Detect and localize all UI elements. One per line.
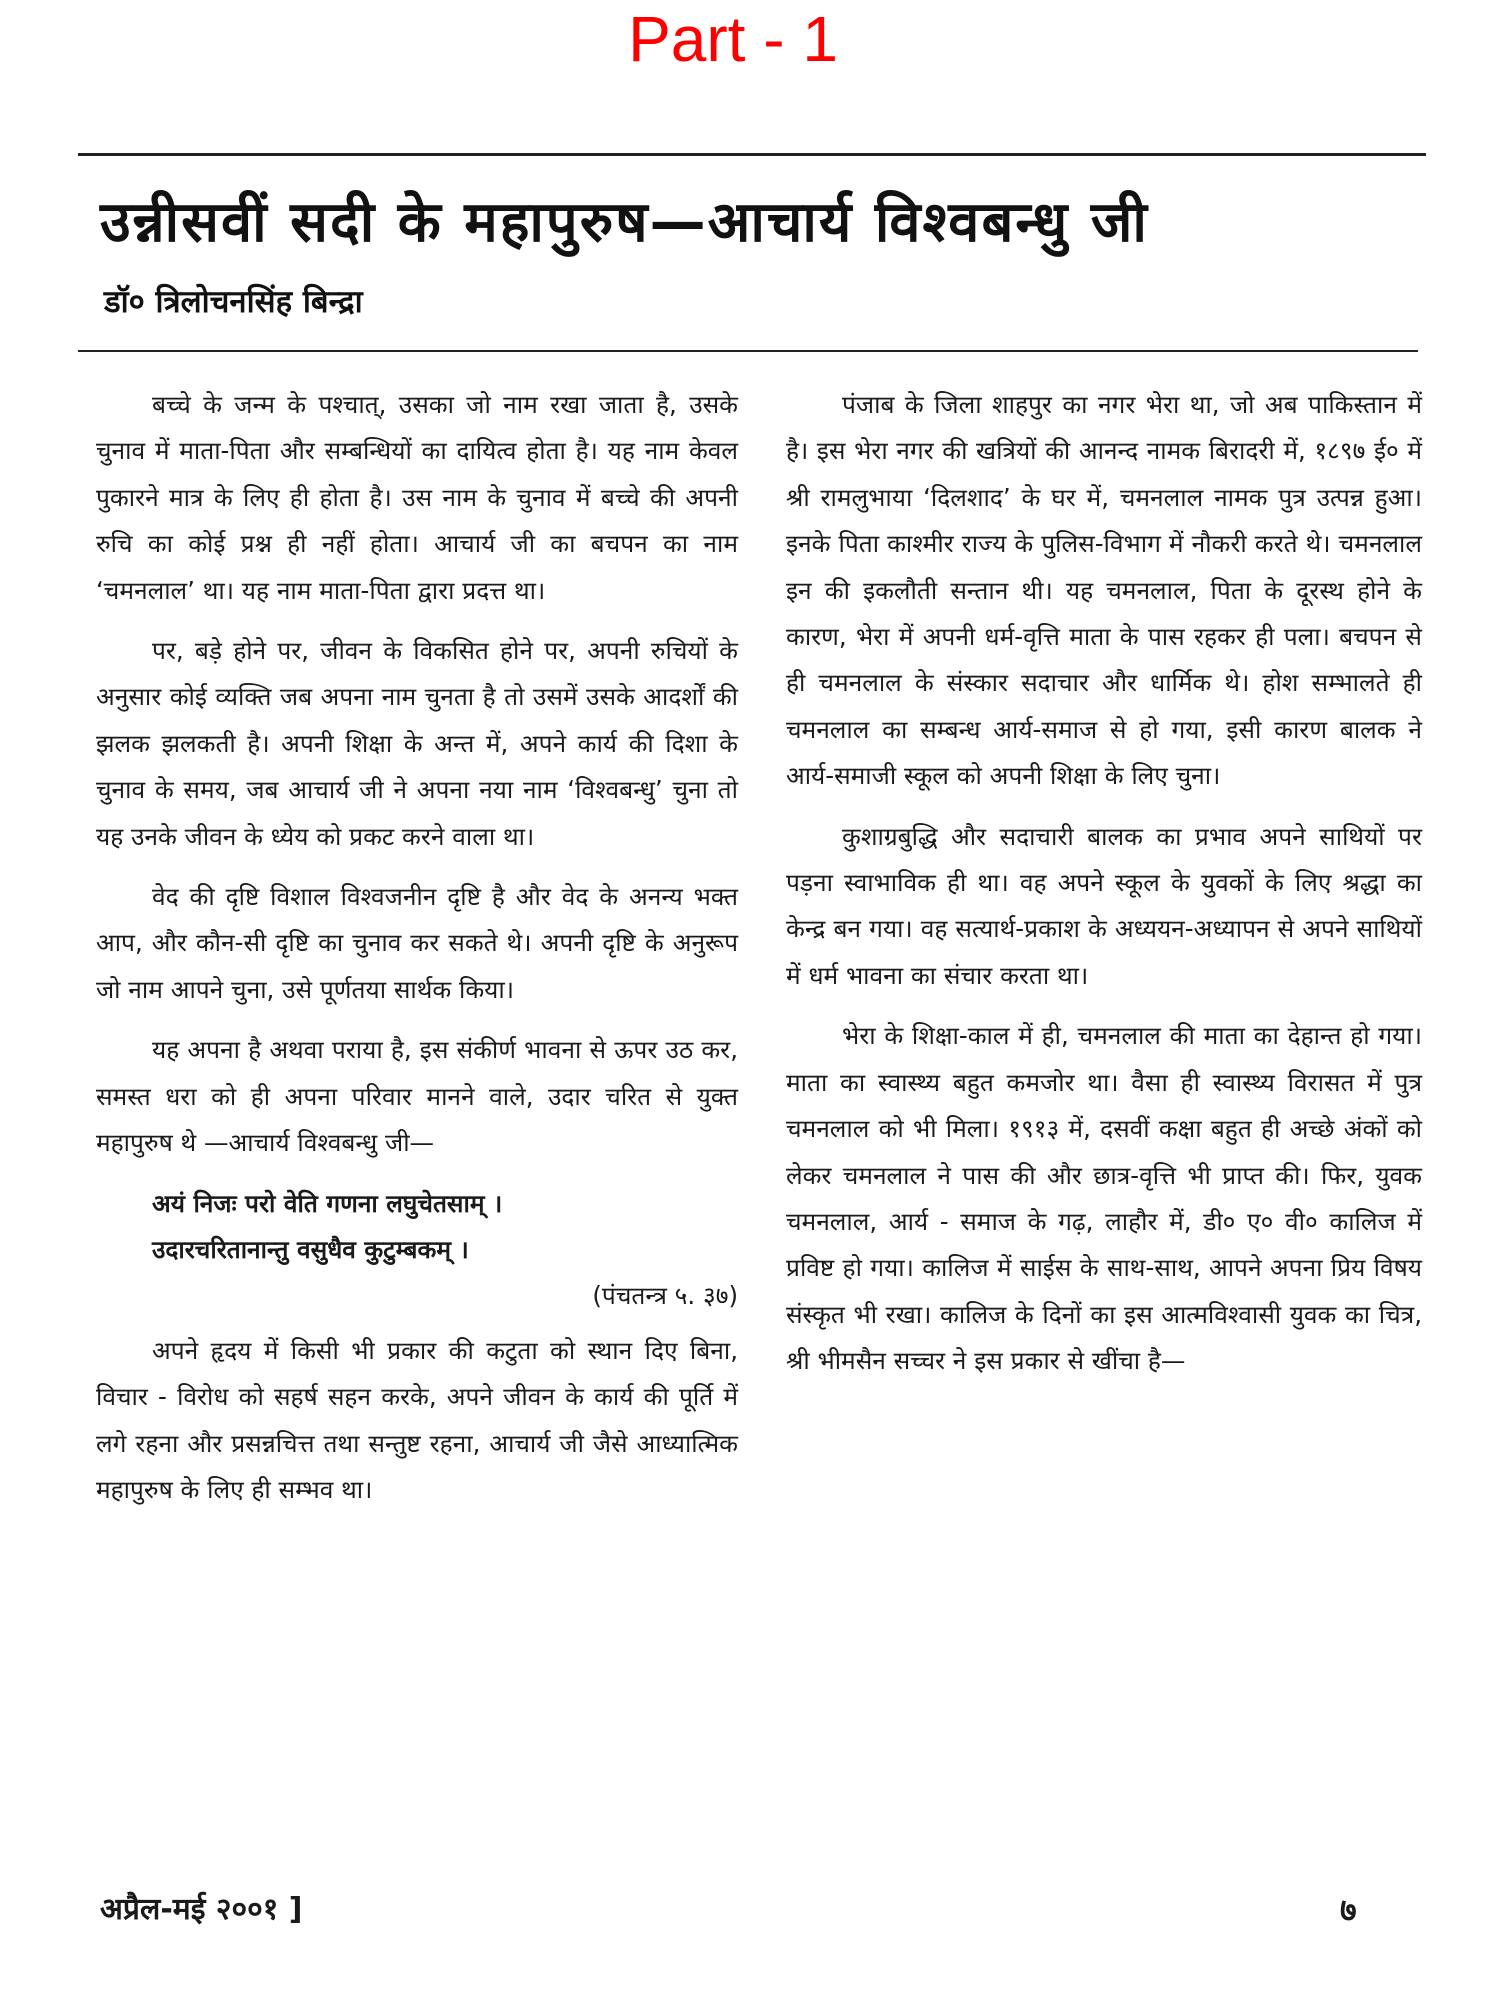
right-paragraph-3: भेरा के शिक्षा-काल में ही, चमनलाल की माता का देहान्त हो गया। माता का स्वास्थ्य बहुत कमजोर था। वैसा ही स्वास्थ्य विरासत में पुत्र चमनलाल को भी मिला। १९१३ में, दसवीं कक्षा बहुत ही अच्छे अंकों को लेकर चमनलाल ने पास की और छात्र-वृत्ति भी प्राप्त की। फिर, युवक चमनलाल, आर्य - समाज के गढ़, लाहौर में, डी० ए० वी० कालिज में प्रविष्ट हो गया। कालिज में साईस के साथ-साथ, आपने अपना प्रिय विषय संस्कृत भी रखा। कालिज के दिनों का इस आत्मविश्वासी युवक का चित्र, श्री भीमसैन सच्चर ने इस प्रकार से खींचा है— xyxy=(786,1021,1422,1376)
article-title: उन्नीसवीं सदी के महापुरुष—आचार्य विश्वबन्धु जी xyxy=(100,190,1149,255)
verse-citation: (पंचतन्त्र ५. ३७) xyxy=(592,1281,738,1311)
verse-line-2: उदारचरितानान्तु वसुधैव कुटुम्बकम् । xyxy=(152,1234,469,1264)
top-rule xyxy=(78,153,1426,156)
article-author: डॉ० त्रिलोचनसिंह बिन्द्रा xyxy=(104,284,363,320)
verse-line-1: अयं निजः परो वेति गणना लघुचेतसाम् । xyxy=(152,1188,503,1218)
right-paragraph-2: कुशाग्रबुद्धि और सदाचारी बालक का प्रभाव अपने साथियों पर पड़ना स्वाभाविक ही था। वह अपने स्कूल के युवकों के लिए श्रद्धा का केन्द्र बन गया। वह सत्यार्थ-प्रकाश के अध्ययन-अध्यापन से अपने साथियों में धर्म भावना का संचार करता था। xyxy=(786,821,1422,990)
right-column xyxy=(786,382,1422,1399)
left-column xyxy=(96,382,738,1527)
left-paragraph-5: अपने हृदय में किसी भी प्रकार की कटुता को स्थान दिए बिना, विचार - विरोध को सहर्ष सहन करके, अपने जीवन के कार्य की पूर्ति में लगे रहना और प्रसन्नचित्त तथा सन्तुष्ट रहना, आचार्य जी जैसे आध्यात्मिक महापुरुष के लिए ही सम्भव था। xyxy=(96,1335,738,1504)
left-paragraph-4: यह अपना है अथवा पराया है, इस संकीर्ण भावना से ऊपर उठ कर, समस्त धरा को ही अपना परिवार मानने वाले, उदार चरित से युक्त महापुरुष थे —आचार्य विश्वबन्धु जी— xyxy=(96,1035,738,1158)
header-rule xyxy=(78,350,1418,352)
page-number: ७ xyxy=(1340,1891,1357,1929)
left-paragraph-1: बच्चे के जन्म के पश्चात्, उसका जो नाम रखा जाता है, उसके चुनाव में माता-पिता और सम्बन्धियों का दायित्व होता है। यह नाम केवल पुकारने मात्र के लिए ही होता है। उस नाम के चुनाव में बच्चे की अपनी रुचि का कोई प्रश्न ही नहीं होता। आचार्य जी का बचपन का नाम ‘चमनलाल’ था। यह नाम माता-पिता द्वारा प्रदत्त था। xyxy=(96,390,738,605)
left-paragraph-3: वेद की दृष्टि विशाल विश्वजनीन दृष्टि है और वेद के अनन्य भक्त आप, और कौन-सी दृष्टि का चुनाव कर सकते थे। अपनी दृष्टि के अनुरूप जो नाम आपने चुना, उसे पूर्णतया सार्थक किया। xyxy=(96,882,738,1004)
part-label: Part - 1 xyxy=(628,3,838,75)
left-paragraph-2: पर, बड़े होने पर, जीवन के विकसित होने पर, अपनी रुचियों के अनुसार कोई व्यक्ति जब अपना नाम चुनता है तो उसमें उसके आदर्शों की झलक झलकती है। अपनी शिक्षा के अन्त में, अपने कार्य की दिशा के चुनाव के समय, जब आचार्य जी ने अपना नया नाम ‘विश्वबन्धु’ चुना तो यह उनके जीवन के ध्येय को प्रकट करने वाला था। xyxy=(96,636,738,851)
right-paragraph-1: पंजाब के जिला शाहपुर का नगर भेरा था, जो अब पाकिस्तान में है। इस भेरा नगर की खत्रियों की आनन्द नामक बिरादरी में, १८९७ ई० में श्री रामलुभाया ‘दिलशाद’ के घर में, चमनलाल नामक पुत्र उत्पन्न हुआ। इनके पिता काश्मीर राज्य के पुलिस-विभाग में नौकरी करते थे। चमनलाल इन की इकलौती सन्तान थी। यह चमनलाल, पिता के दूरस्थ होने के कारण, भेरा में अपनी धर्म-वृत्ति माता के पास रहकर ही पला। बचपन से ही चमनलाल के संस्कार सदाचार और धार्मिक थे। होश सम्भालते ही चमनलाल का सम्बन्ध आर्य-समाज से हो गया, इसी कारण बालक ने आर्य-समाजी स्कूल को अपनी शिक्षा के लिए चुना। xyxy=(786,390,1422,791)
issue-date: अप्रैल-मई २००१ ] xyxy=(100,1892,303,1927)
